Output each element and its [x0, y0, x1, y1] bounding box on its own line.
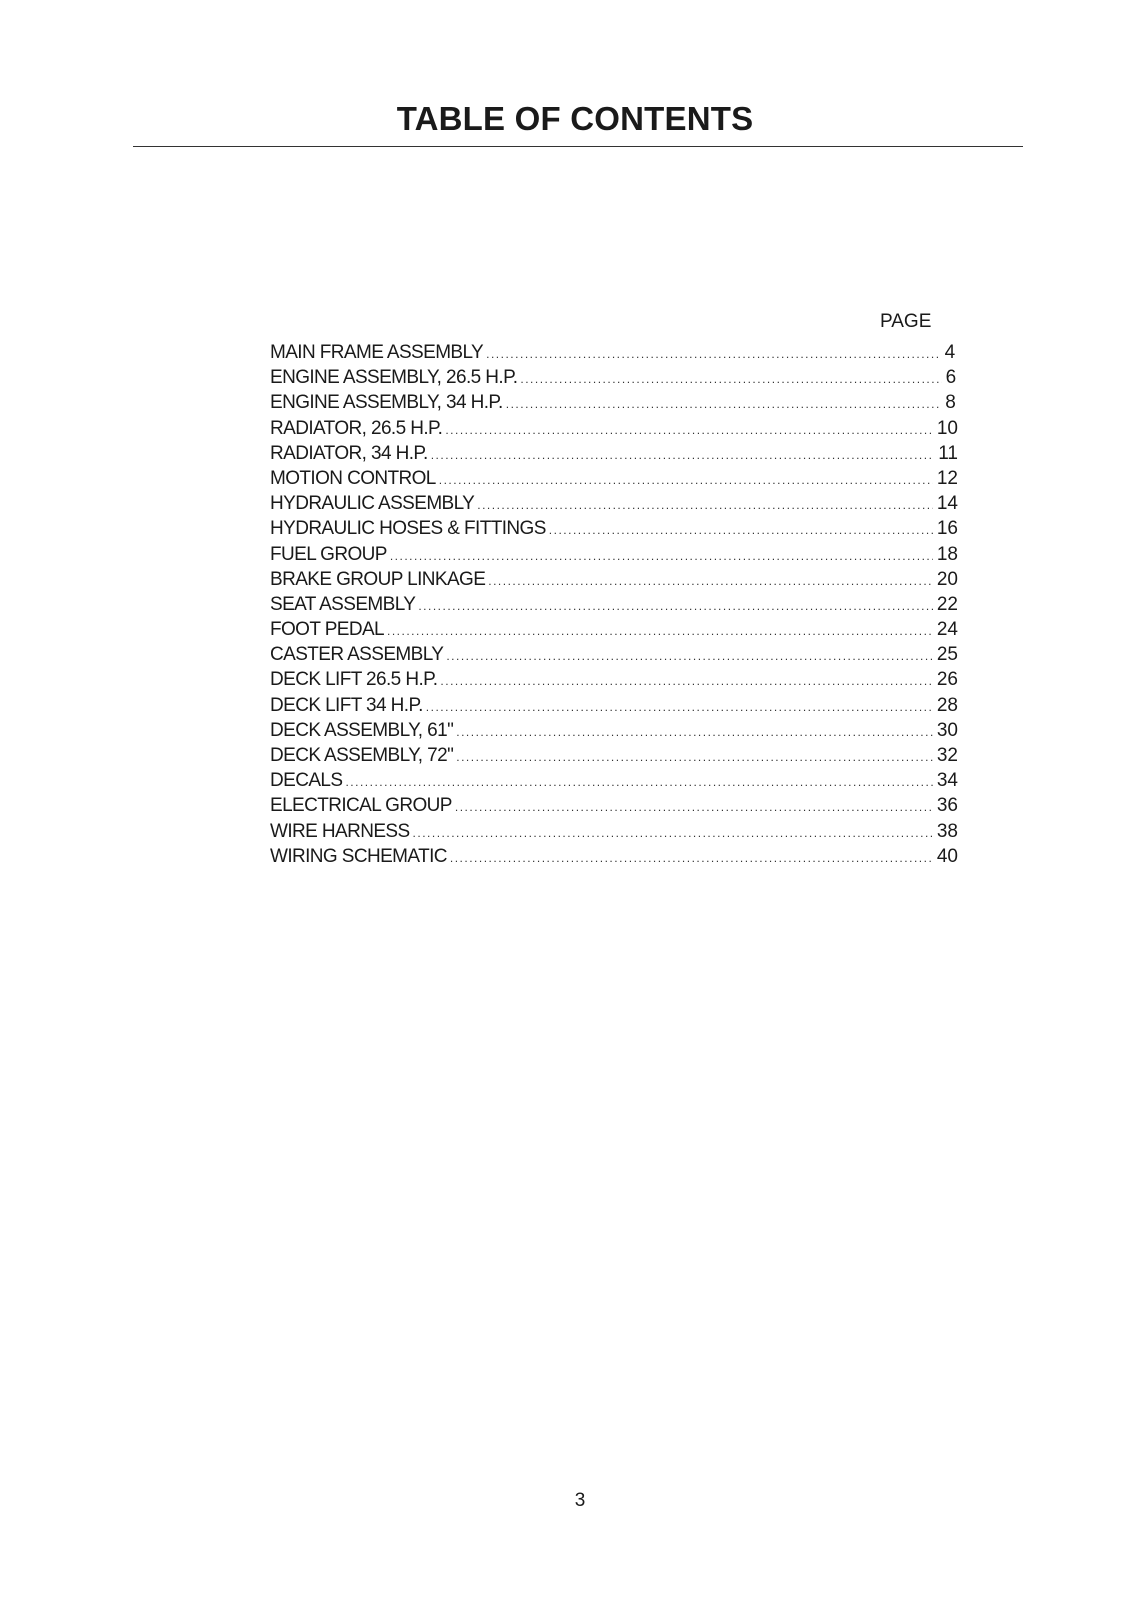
toc-entry[interactable] [270, 745, 958, 770]
toc-entry-page: 6 [945, 367, 957, 389]
toc-entry-label: MOTION CONTROL [270, 467, 436, 489]
toc-entry-label: ENGINE ASSEMBLY, 34 H.P. [270, 392, 503, 414]
dot-leader [446, 649, 933, 663]
toc-entry-page: 18 [936, 543, 958, 565]
dot-leader [418, 599, 933, 613]
toc-entry-label: RADIATOR, 26.5 H.P. [270, 417, 443, 439]
page-title: TABLE OF CONTENTS [396, 100, 754, 137]
toc-entry[interactable] [270, 619, 958, 644]
toc-entry-page: 16 [936, 518, 958, 540]
toc-entry-page: 8 [945, 392, 956, 414]
toc-entry-page: 11 [938, 442, 958, 464]
toc-entry[interactable] [270, 795, 958, 820]
toc-entry-label: MAIN FRAME ASSEMBLY [270, 342, 484, 363]
toc-entry-label: DECK LIFT 34 H.P. [270, 694, 423, 716]
toc-entry[interactable] [270, 443, 958, 468]
dot-leader [486, 347, 941, 361]
toc-entry-label: ELECTRICAL GROUP [270, 795, 452, 817]
toc-list [270, 342, 958, 871]
toc-entry-page: 28 [936, 694, 958, 716]
title-divider [133, 146, 1023, 147]
dot-leader [549, 523, 933, 537]
dot-leader [387, 624, 933, 638]
toc-entry[interactable] [270, 669, 958, 694]
toc-entry[interactable] [270, 518, 958, 543]
dot-leader [431, 448, 935, 462]
toc-entry-label: WIRE HARNESS [270, 820, 410, 842]
toc-entry-page: 4 [944, 342, 956, 363]
toc-entry[interactable] [270, 594, 958, 619]
toc-entry-page: 34 [936, 770, 958, 792]
dot-leader [439, 473, 933, 487]
toc-entry-label: DECK ASSEMBLY, 61" [270, 719, 454, 741]
dot-leader [450, 851, 933, 865]
dot-leader [445, 423, 933, 437]
dot-leader [390, 549, 933, 563]
toc-entry-page: 14 [936, 493, 958, 515]
toc-entry-label: HYDRAULIC ASSEMBLY [270, 493, 475, 515]
toc-entry-page: 32 [936, 745, 958, 766]
dot-leader [520, 372, 941, 386]
dot-leader [456, 750, 933, 764]
toc-entry-page: 20 [936, 568, 958, 590]
toc-entry[interactable] [270, 770, 958, 795]
toc-entry-label: SEAT ASSEMBLY [270, 593, 416, 615]
toc-entry-label: DECK LIFT 26.5 H.P. [270, 669, 438, 691]
toc-entry-label: HYDRAULIC HOSES & FITTINGS [270, 518, 546, 540]
dot-leader [345, 775, 932, 789]
toc-entry-label: BRAKE GROUP LINKAGE [270, 568, 486, 590]
page-number: 3 [574, 1490, 586, 1511]
toc-entry[interactable] [270, 644, 958, 669]
toc-entry-page: 30 [936, 719, 958, 741]
toc-entry-label: WIRING SCHEMATIC [270, 845, 447, 867]
toc-entry-page: 26 [936, 669, 958, 691]
dot-leader [455, 800, 933, 814]
toc-entry-label: DECALS [270, 770, 343, 792]
toc-entry[interactable] [270, 367, 958, 392]
dot-leader [440, 674, 932, 688]
dot-leader [506, 397, 942, 411]
toc-entry[interactable] [270, 418, 958, 443]
toc-entry[interactable] [270, 569, 958, 594]
toc-entry-label: FUEL GROUP [270, 543, 387, 565]
toc-entry[interactable] [270, 720, 958, 745]
toc-entry-page: 24 [936, 619, 958, 641]
toc-entry-page: 22 [936, 593, 958, 615]
toc-entry[interactable] [270, 544, 958, 569]
toc-entry[interactable] [270, 493, 958, 518]
toc-entry-page: 38 [936, 820, 958, 842]
toc-entry-label: DECK ASSEMBLY, 72" [270, 745, 454, 766]
toc-entry[interactable] [270, 846, 958, 871]
toc-entry[interactable] [270, 342, 958, 367]
toc-entry[interactable] [270, 468, 958, 493]
toc-entry-page: 36 [936, 795, 958, 817]
dot-leader [426, 700, 933, 714]
dot-leader [477, 498, 933, 512]
page-column-header: PAGE [880, 311, 932, 332]
toc-entry[interactable] [270, 695, 958, 720]
dot-leader [456, 725, 933, 739]
toc-entry-label: FOOT PEDAL [270, 619, 385, 641]
toc-entry[interactable] [270, 392, 958, 417]
dot-leader [488, 574, 933, 588]
toc-entry-label: CASTER ASSEMBLY [270, 644, 444, 666]
toc-entry-page: 12 [936, 467, 958, 489]
toc-entry[interactable] [270, 821, 958, 846]
toc-entry-label: RADIATOR, 34 H.P. [270, 442, 428, 464]
toc-entry-page: 25 [936, 644, 958, 666]
toc-entry-page: 40 [936, 845, 958, 867]
dot-leader [413, 826, 933, 840]
toc-entry-page: 10 [936, 417, 958, 439]
toc-entry-label: ENGINE ASSEMBLY, 26.5 H.P. [270, 367, 518, 389]
